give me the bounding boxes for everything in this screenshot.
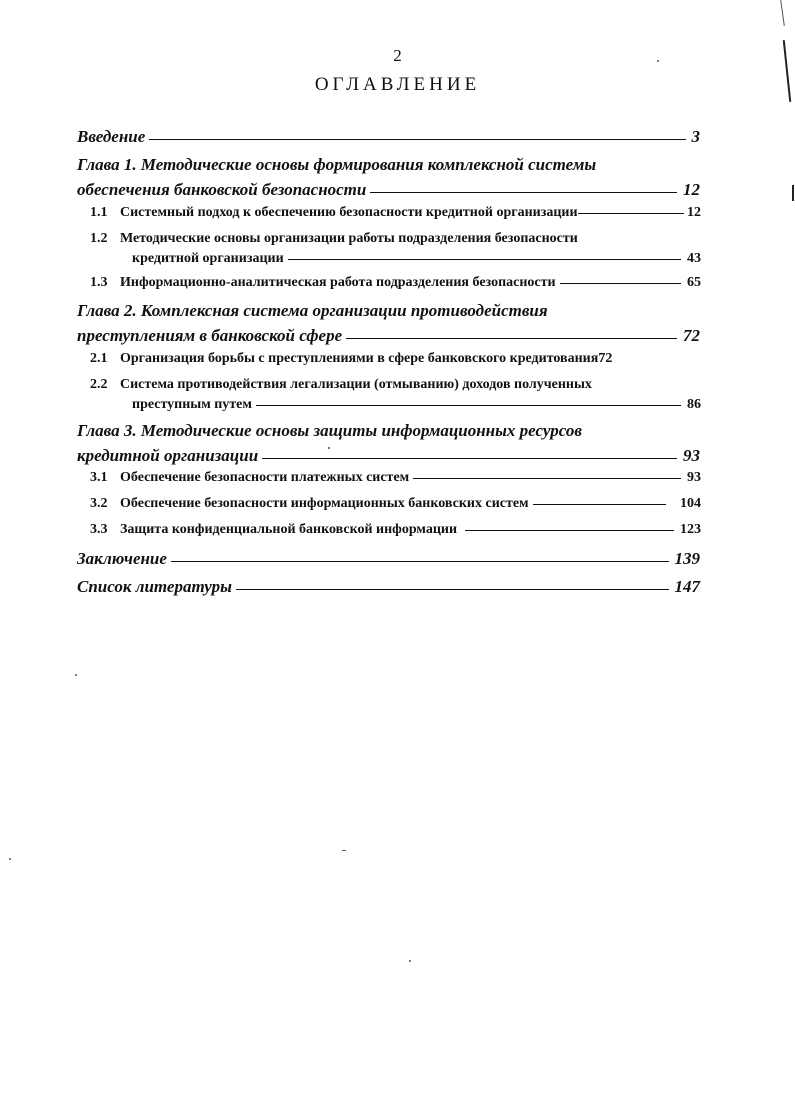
section-number: 1.2 (90, 231, 108, 246)
toc-entry-conclusion[interactable] (77, 550, 700, 567)
toc-entry-label-line1: Глава 3. Методические основы защиты информационных ресурсов (77, 421, 582, 440)
leader-line (149, 139, 685, 140)
toc-entry-label-line1: Методические основы организации работы подразделения безопасности (120, 231, 578, 246)
leader-line (370, 192, 677, 193)
scan-speck (657, 60, 659, 62)
toc-entry-label-line1: Глава 1. Методические основы формирования комплексной системы (77, 155, 597, 174)
toc-entry-page: 65 (687, 275, 701, 290)
toc-entry-label: Обеспечение безопасности информационных банковских систем (120, 496, 529, 511)
section-number: 2.2 (90, 377, 108, 392)
leader-line (465, 530, 674, 531)
page-title: ОГЛАВЛЕНИЕ (314, 74, 481, 95)
leader-line (236, 589, 669, 590)
toc-entry-page: 12 (683, 180, 700, 199)
toc-entry-page: 12 (687, 205, 701, 220)
scan-margin-mark (780, 0, 785, 26)
toc-entry-label-line2: кредитной организации (77, 446, 259, 465)
toc-entry-page: 72 (683, 326, 700, 345)
leader-line (288, 259, 681, 260)
scan-speck (342, 850, 346, 851)
section-number: 3.1 (90, 470, 108, 485)
scan-speck (328, 447, 330, 449)
leader-line (533, 504, 666, 505)
toc-entry-label-line1: Система противодействия легализации (отмыванию) доходов полученных (120, 377, 592, 392)
toc-entry-label: Список литературы (77, 577, 232, 596)
scan-speck (75, 674, 77, 676)
toc-entry-label: Организация борьбы с преступлениями в сфере банковского кредитования (120, 351, 599, 366)
toc-entry-page: 72 (598, 351, 613, 366)
section-number: 3.3 (90, 522, 108, 537)
toc-entry-introduction[interactable] (77, 128, 700, 145)
section-number: 3.2 (90, 496, 108, 511)
toc-entry-page: 93 (687, 470, 701, 485)
toc-entry-label: Обеспечение безопасности платежных систем (120, 470, 410, 485)
scan-speck (9, 858, 11, 860)
toc-entry-page: 93 (683, 446, 700, 465)
toc-entry-page: 147 (674, 577, 700, 596)
toc-entry-bibliography[interactable] (77, 578, 700, 595)
toc-entry-page: 123 (680, 522, 701, 537)
leader-line (346, 338, 677, 339)
section-number: 2.1 (90, 351, 108, 366)
toc-entry-label-line2: преступным путем (132, 397, 252, 412)
toc-entry-label-line1: Глава 2. Комплексная система организации противодействия (77, 301, 548, 320)
toc-entry-label: Заключение (77, 549, 167, 568)
leader-line (413, 478, 681, 479)
toc-entry-chapter-2[interactable] (77, 302, 700, 344)
leader-line (171, 561, 669, 562)
page-number: 2 (393, 46, 402, 65)
toc-entry-page: 3 (691, 127, 700, 146)
toc-entry-chapter-1[interactable] (77, 156, 700, 198)
toc-entry-label: Информационно-аналитическая работа подразделения безопасности (120, 275, 556, 290)
leader-line (262, 458, 677, 459)
toc-entry-label: Защита конфиденциальной банковской информации (120, 522, 458, 537)
scan-speck (409, 960, 411, 962)
leader-line (560, 283, 681, 284)
leader-line (578, 213, 684, 214)
section-number: 1.1 (90, 205, 108, 220)
section-number: 1.3 (90, 275, 108, 290)
leader-line (256, 405, 681, 406)
toc-entry-page: 86 (687, 397, 701, 412)
toc-entry-label: Системный подход к обеспечению безопасности кредитной организации (120, 205, 578, 220)
toc-entry-label-line2: обеспечения банковской безопасности (77, 180, 367, 199)
toc-entry-label-line2: кредитной организации (132, 251, 284, 266)
toc-entry-label-line2: преступлениям в банковской сфере (77, 326, 343, 345)
scan-margin-mark (792, 185, 794, 201)
toc-entry-page: 139 (674, 549, 700, 568)
toc-entry-chapter-3[interactable] (77, 422, 700, 464)
toc-entry-page: 104 (680, 496, 701, 511)
toc-entry-page: 43 (687, 251, 701, 266)
toc-entry-label: Введение (77, 127, 146, 146)
